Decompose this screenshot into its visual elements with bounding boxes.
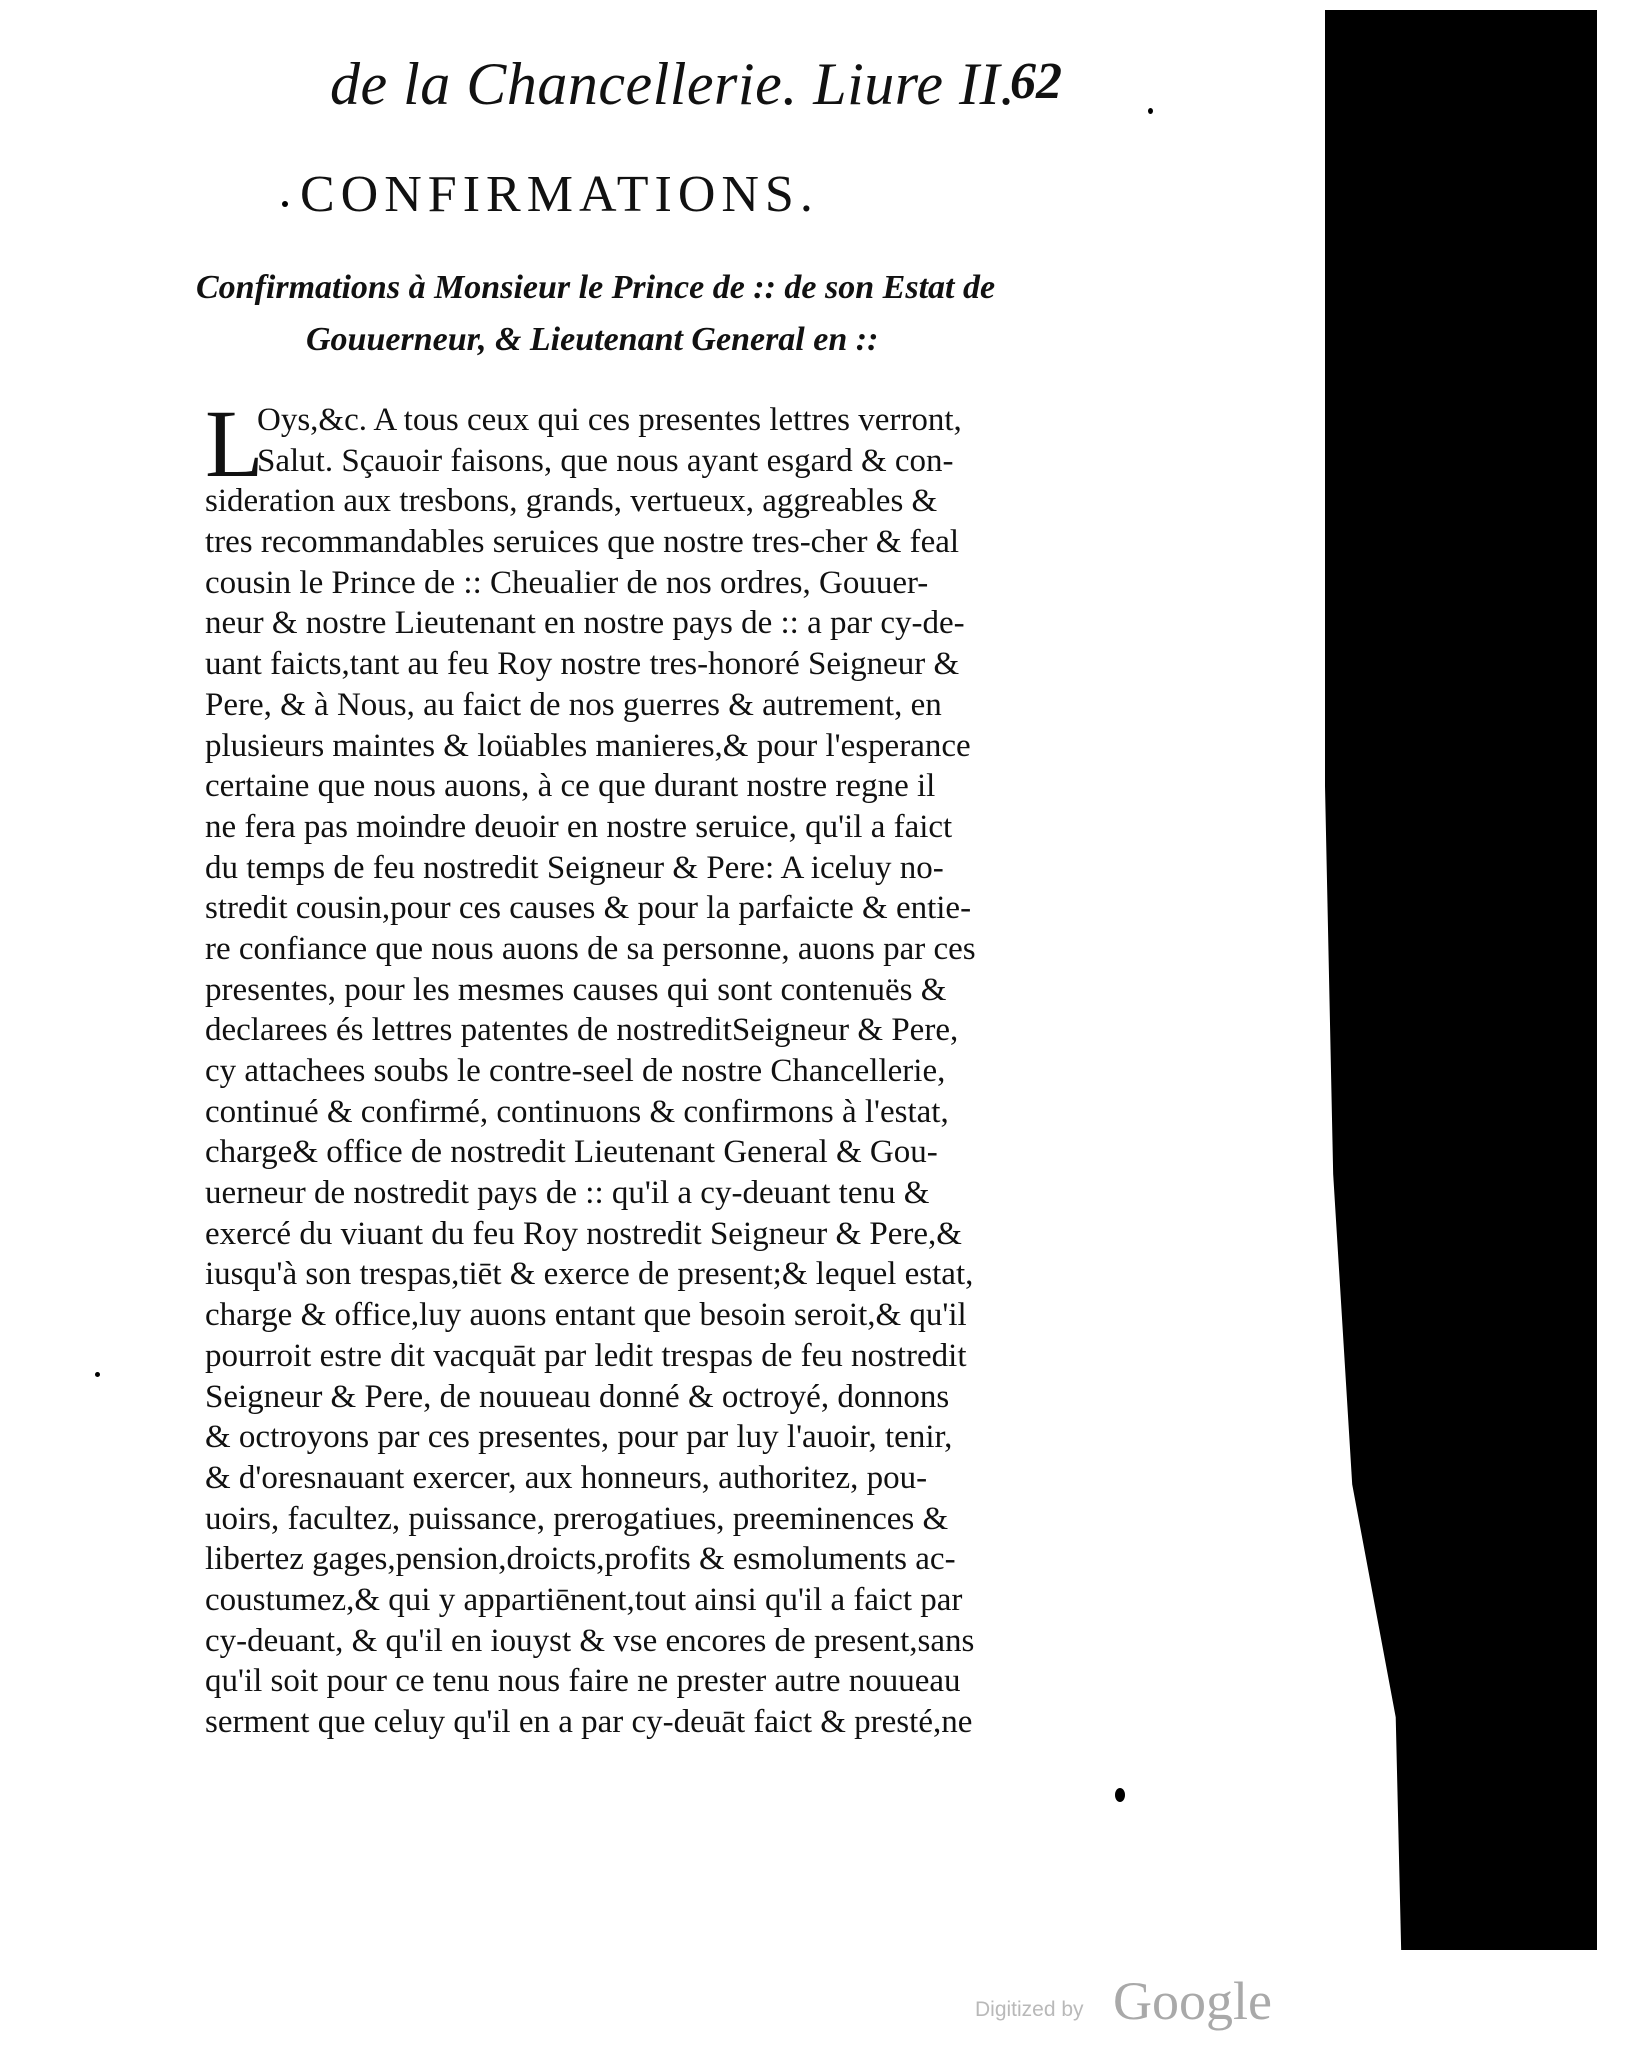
ink-speck bbox=[1115, 1788, 1125, 1802]
body-line: charge& office de nostredit Lieutenant General & Gou- bbox=[205, 1134, 938, 1171]
body-line: & octroyons par ces presentes, pour par luy l'auoir, tenir, bbox=[205, 1419, 953, 1456]
drop-cap: L bbox=[205, 390, 264, 497]
body-line: sideration aux tresbons, grands, vertueux, aggreables & bbox=[205, 483, 938, 520]
body-line: cy-deuant, & qu'il en iouyst & vse encores de present,sans bbox=[205, 1622, 975, 1659]
section-title: CONFIRMATIONS. bbox=[300, 166, 819, 223]
body-line: tres recommandables seruices que nostre tres-cher & feal bbox=[205, 524, 960, 561]
body-line: coustumez,& qui y appartiēnent,tout ainsi qu'il a faict par bbox=[205, 1581, 963, 1618]
subheading-line-1: Confirmations à Monsieur le Prince de :: de son Estat de bbox=[196, 269, 996, 306]
body-line: charge & office,luy auons entant que besoin seroit,& qu'il bbox=[205, 1297, 967, 1334]
body-line: du temps de feu nostredit Seigneur & Pere: A iceluy no- bbox=[205, 849, 944, 886]
ink-speck bbox=[282, 201, 288, 207]
body-line: uoirs, facultez, puissance, prerogatiues, preeminences & bbox=[205, 1500, 949, 1537]
body-line: exercé du viuant du feu Roy nostredit Seigneur & Pere,& bbox=[205, 1215, 962, 1252]
body-line: Oys,&c. A tous ceux qui ces presentes lettres verront, bbox=[257, 402, 962, 438]
body-line: neur & nostre Lieutenant en nostre pays de :: a par cy-de- bbox=[205, 605, 965, 642]
body-line: Pere, & à Nous, au faict de nos guerres & autrement, en bbox=[205, 686, 942, 723]
body-line: continué & confirmé, continuons & confirmons à l'estat, bbox=[205, 1093, 949, 1130]
running-head-title: de la Chancellerie. Liure II. bbox=[330, 51, 1016, 117]
body-line: certaine que nous auons, à ce que durant nostre regne il bbox=[205, 768, 936, 805]
body-line: uant faicts,tant au feu Roy nostre tres-honoré Seigneur & bbox=[205, 646, 960, 683]
watermark-prefix: Digitized by bbox=[975, 1998, 1084, 2021]
document-subheading bbox=[196, 262, 1086, 366]
body-line: presentes, pour les mesmes causes qui sont contenuës & bbox=[205, 971, 947, 1008]
subheading-line-2: Gouuerneur, & Lieutenant General en :: bbox=[306, 321, 879, 358]
body-line: ne fera pas moindre deuoir en nostre seruice, qu'il a faict bbox=[205, 808, 953, 845]
page-number: 62 bbox=[1010, 53, 1062, 110]
body-line: serment que celuy qu'il en a par cy-deuāt faict & presté,ne bbox=[205, 1704, 973, 1740]
body-line: plusieurs maintes & loüables manieres,& pour l'esperance bbox=[205, 727, 971, 764]
digitization-watermark bbox=[975, 1960, 1335, 2030]
body-line: iusqu'à son trespas,tiēt & exerce de present;& lequel estat, bbox=[205, 1256, 974, 1293]
body-line: Seigneur & Pere, de nouueau donné & octroyé, donnons bbox=[205, 1378, 950, 1415]
body-line: qu'il soit pour ce tenu nous faire ne prester autre nouueau bbox=[205, 1663, 961, 1700]
scan-edge-shadow bbox=[1325, 10, 1597, 1950]
body-line: declarees és lettres patentes de nostreditSeigneur & Pere, bbox=[205, 1012, 959, 1049]
body-line: pourroit estre dit vacquāt par ledit trespas de feu nostredit bbox=[205, 1337, 967, 1374]
ink-speck bbox=[1148, 108, 1153, 114]
running-head bbox=[330, 50, 1160, 130]
body-line: cousin le Prince de :: Cheualier de nos ordres, Gouuer- bbox=[205, 564, 929, 601]
body-line: stredit cousin,pour ces causes & pour la parfaicte & entie- bbox=[205, 890, 972, 927]
body-line: libertez gages,pension,droicts,profits & esmoluments ac- bbox=[205, 1541, 956, 1578]
body-text bbox=[205, 390, 1090, 1743]
ink-speck bbox=[95, 1372, 100, 1377]
body-line: uerneur de nostredit pays de :: qu'il a cy-deuant tenu & bbox=[205, 1175, 930, 1212]
body-line: cy attachees soubs le contre-seel de nostre Chancellerie, bbox=[205, 1053, 946, 1089]
body-line: re confiance que nous auons de sa personne, auons par ces bbox=[205, 930, 976, 967]
body-line: & d'oresnauant exercer, aux honneurs, authoritez, pou- bbox=[205, 1459, 928, 1496]
body-line: Salut. Sçauoir faisons, que nous ayant esgard & con- bbox=[257, 442, 954, 479]
watermark-brand-logo: Google bbox=[1113, 1971, 1272, 2031]
